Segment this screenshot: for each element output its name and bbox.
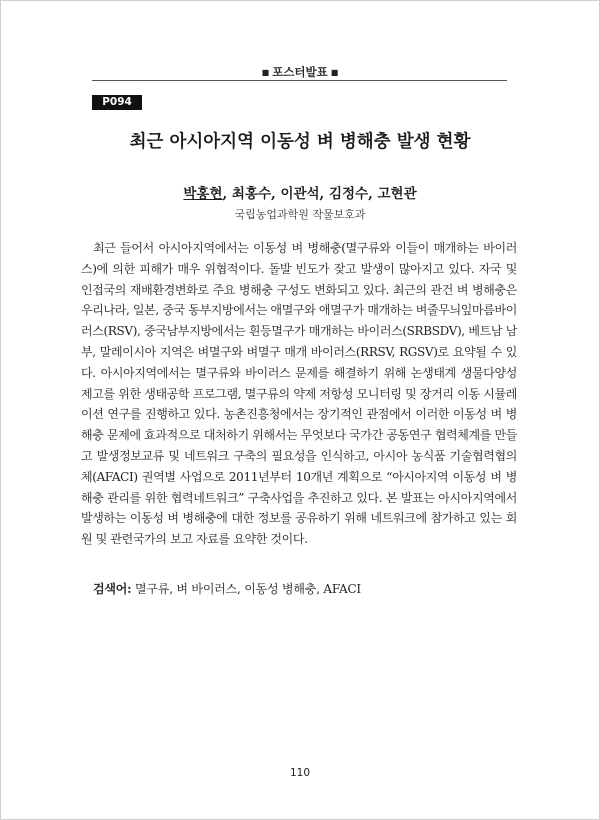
presenting-author: 박홍현	[183, 186, 223, 202]
header-rule	[92, 80, 507, 81]
paper-title: 최근 아시아지역 이동성 벼 병해충 발생 현황	[129, 132, 471, 152]
co-authors: , 최홍수, 이관석, 김정수, 고현관	[222, 186, 417, 202]
keywords-terms: 멸구류, 벼 바이러스, 이동성 병해충, AFACI	[131, 582, 361, 596]
square-bullet-icon: ■	[261, 68, 270, 77]
section-label: 포스터발표	[272, 65, 328, 79]
page-number: 110	[289, 767, 311, 779]
keywords-line	[93, 580, 361, 597]
author-list	[0, 182, 600, 202]
section-header	[0, 64, 600, 80]
affiliation: 국립농업과학원 작물보호과	[234, 208, 366, 221]
abstract-body: 최근 들어서 아시아지역에서는 이동성 벼 병해충(멸구류와 이들이 매개하는 바이러스)에 의한 피해가 매우 위협적이다. 돌발 빈도가 잦고 발생이 많아지고 있다. 자국 및 인접국의 재배환경변화로 주요 병해충 구성도 변화되고 있다. 최근의 관건 벼 병해충은 우리나라, 일본, 중국 동부지방에서는 애멸구와 애멸구가 매개하는 벼줄무늬잎마름바이러스(RSV), 중국남부지방에서는 흰등멸구가 매개하는 바이러스(SRBSDV), 베트남 남부, 말레이시아 지역은 벼멸구와 벼멸구 매개 바이러스(RRSV, RGSV)로 요약될 수 있다. 아시아지역에서는 멸구류와 바이러스 문제를 해결하기 위해 논생태계 생물다양성 제고를 위한 생태공학 프로그램, 멸구류의 약제 저항성 모니터링 및 장거리 이동 시뮬레이션 연구를 진행하고 있다. 농촌진흥청에서는 장기적인 관점에서 이러한 이동성 벼 병해충 문제에 효과적으로 대처하기 위해서는 무엇보다 국가간 공동연구 협력체계를 만들고 발생정보교류 및 네트워크 구축의 필요성을 인식하고, 아시아 농식품 기술협력협의체(AFACI) 권역별 사업으로 2011년부터 10개년 계획으로 “아시아지역 이동성 벼 병해충 관리를 위한 협력네트워크” 구축사업을 추진하고 있다. 본 발표는 아시아지역에서 발생하는 이동성 벼 병해충에 대한 정보를 공유하기 위해 네트워크에 참가하고 있는 회원 및 관련국가의 보고 자료를 요약한 것이다.	[81, 241, 517, 547]
square-bullet-icon: ■	[330, 68, 339, 77]
keywords-label: 검색어:	[93, 582, 132, 596]
poster-id-badge: P094	[92, 95, 142, 110]
